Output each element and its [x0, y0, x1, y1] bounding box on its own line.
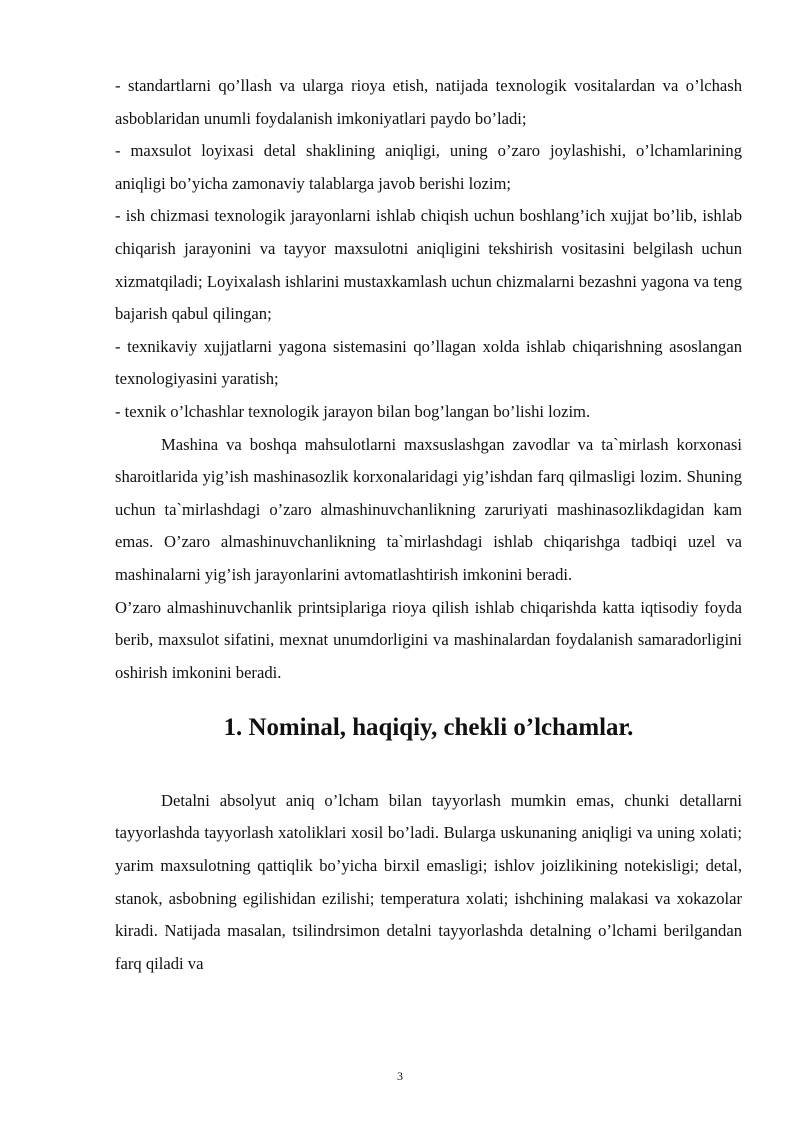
- paragraph-repair-assembly: Mashina va boshqa mahsulotlarni maxsuslashgan zavodlar va ta`mirlash korxonasi sharoitlarida yig’ish mashinasozlik korxonalaridagi yig’ishdan farq qilmasligi lozim. Shuning uchun ta`mirlashdagi o’zaro almashinuvchanlikning zaruriyati mashinasozlikdagidan kam emas. O’zaro almashinuvchanlikning ta`mirlashdagi ishlab chiqarishga tadbiqi uzel va mashinalarni yig’ish jarayonlarini avtomatlashtirish imkonini beradi.: [115, 434, 742, 584]
- paragraph-manufacturing-errors: Detalni absolyut aniq o’lcham bilan tayyorlash mumkin emas, chunki detallarni tayyorlashda tayyorlash xatoliklari xosil bo’ladi. Bularga uskunaning aniqligi va uning xolati; yarim maxsulotning qattiqlik bo’yicha birxil emasligi; ishlov joizlikining notekisligi; detal, stanok, asbobning egilishidan ezilishi; temperatura xolati; ishchining malakasi va xokazolar kiradi. Natijada masalan, tsilindrsimon detalni tayyorlashda detalning o’lchami berilgandan farq qiladi va: [115, 790, 742, 973]
- paragraph-interchangeability-benefits: O’zaro almashinuvchanlik printsiplariga rioya qilish ishlab chiqarishda katta iqtisodiy foyda berib, maxsulot sifatini, mexnat unumdorligini va mashinalardan foydalanish samaradorligini oshirish imkonini beradi.: [115, 597, 742, 682]
- page-number: 3: [397, 1069, 403, 1083]
- section-heading: 1. Nominal, haqiqiy, chekli o’lchamlar.: [223, 714, 634, 742]
- bullet-work-drawing: - ish chizmasi texnologik jarayonlarni ishlab chiqish uchun boshlang’ich xujjat bo’lib, ishlab chiqarish jarayonini va tayyor maxsulotni aniqligini tekshirish vositasini belgilash uchun xizmatqiladi; Loyixalash ishlarini mustaxkamlash uchun chizmalarni bezashni yagona va teng bajarish qabul qilingan;: [115, 206, 742, 324]
- bullet-standards: - standartlarni qo’llash va ularga rioya etish, natijada texnologik vositalardan va o’lchash asboblaridan unumli foydalanish imkoniyatlari paydo bo’ladi;: [115, 76, 742, 128]
- document-page: [115, 70, 742, 980]
- bullet-technical-documents: - texnikaviy xujjatlarni yagona sistemasini qo’llagan xolda ishlab chiqarishning asoslangan texnologiyasini yaratish;: [115, 336, 742, 389]
- bullet-technical-measurements: - texnik o’lchashlar texnologik jarayon bilan bog’langan bo’lishi lozim.: [115, 401, 591, 421]
- bullet-product-design: - maxsulot loyixasi detal shaklining aniqligi, uning o’zaro joylashishi, o’lchamlarining aniqligi bo’yicha zamonaviy talablarga javob berishi lozim;: [115, 141, 742, 193]
